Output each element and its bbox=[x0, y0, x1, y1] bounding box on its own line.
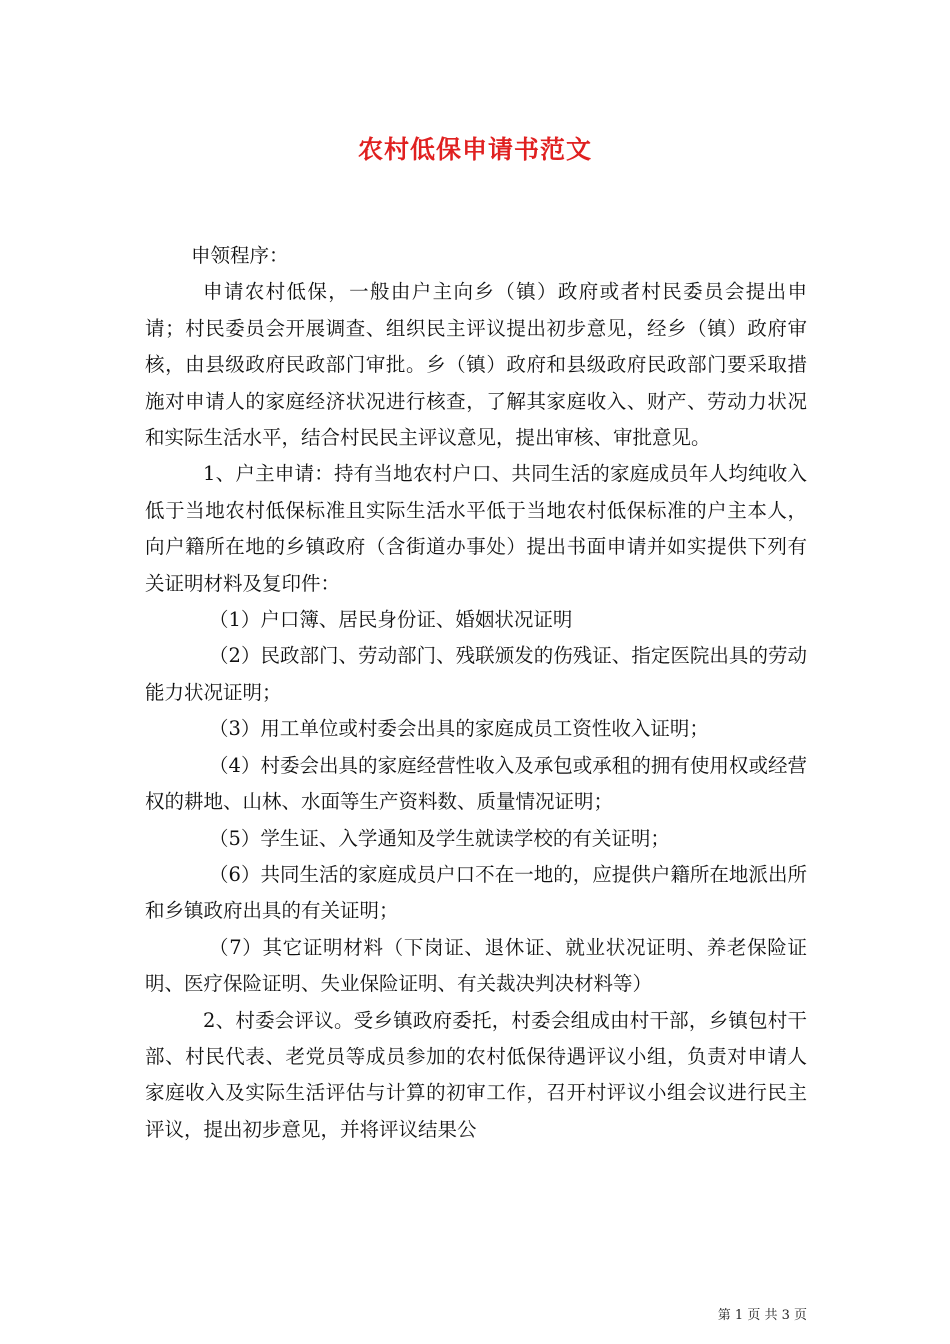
document-title: 农村低保申请书范文 bbox=[357, 135, 592, 164]
paragraph: 申请农村低保，一般由户主向乡（镇）政府或者村民委员会提出申请；村民委员会开展调查、组织民主评议提出初步意见，经乡（镇）政府审核，由县级政府民政部门审批。乡（镇）政府和县级政府民政部门要采取措施对申请人的家庭经济状况进行核查，了解其家庭收入、财产、劳动力状况和实际生活水平，结合村民民主评议意见，提出审核、审批意见。 bbox=[145, 280, 807, 450]
paragraph-heading: 申领程序： bbox=[191, 244, 289, 267]
paragraph: 2、村委会评议。受乡镇政府委托，村委会组成由村干部，乡镇包村干部、村民代表、老党员等成员参加的农村低保待遇评议小组，负责对申请人家庭收入及实际生活评估与计算的初审工作，召开村评议小组会议进行民主评议，提出初步意见，并将评议结果公 bbox=[145, 1008, 807, 1141]
list-item: （2）民政部门、劳动部门、残联颁发的伤残证、指定医院出具的劳动能力状况证明； bbox=[145, 644, 807, 704]
list-item: （4）村委会出具的家庭经营性收入及承包或承租的拥有使用权或经营权的耕地、山林、水面等生产资料数、质量情况证明； bbox=[145, 753, 807, 814]
list-item: （6）共同生活的家庭成员户口不在一地的，应提供户籍所在地派出所和乡镇政府出具的有关证明； bbox=[145, 862, 807, 923]
list-item: （1）户口簿、居民身份证、婚姻状况证明 bbox=[209, 608, 573, 632]
page-number: 第 1 页 共 3 页 bbox=[717, 1308, 807, 1323]
document-body bbox=[145, 238, 807, 1148]
list-item: （7）其它证明材料（下岗证、退休证、就业状况证明、养老保险证明、医疗保险证明、失业保险证明、有关裁决判决材料等） bbox=[145, 935, 807, 996]
paragraph: 1、户主申请：持有当地农村户口、共同生活的家庭成员年人均纯收入低于当地农村低保标准且实际生活水平低于当地农村低保标准的户主本人，向户籍所在地的乡镇政府（含街道办事处）提出书面申请并如实提供下列有关证明材料及复印件： bbox=[145, 462, 807, 595]
list-item: （5）学生证、入学通知及学生就读学校的有关证明； bbox=[209, 826, 670, 850]
list-item: （3）用工单位或村委会出具的家庭成员工资性收入证明； bbox=[209, 717, 709, 741]
